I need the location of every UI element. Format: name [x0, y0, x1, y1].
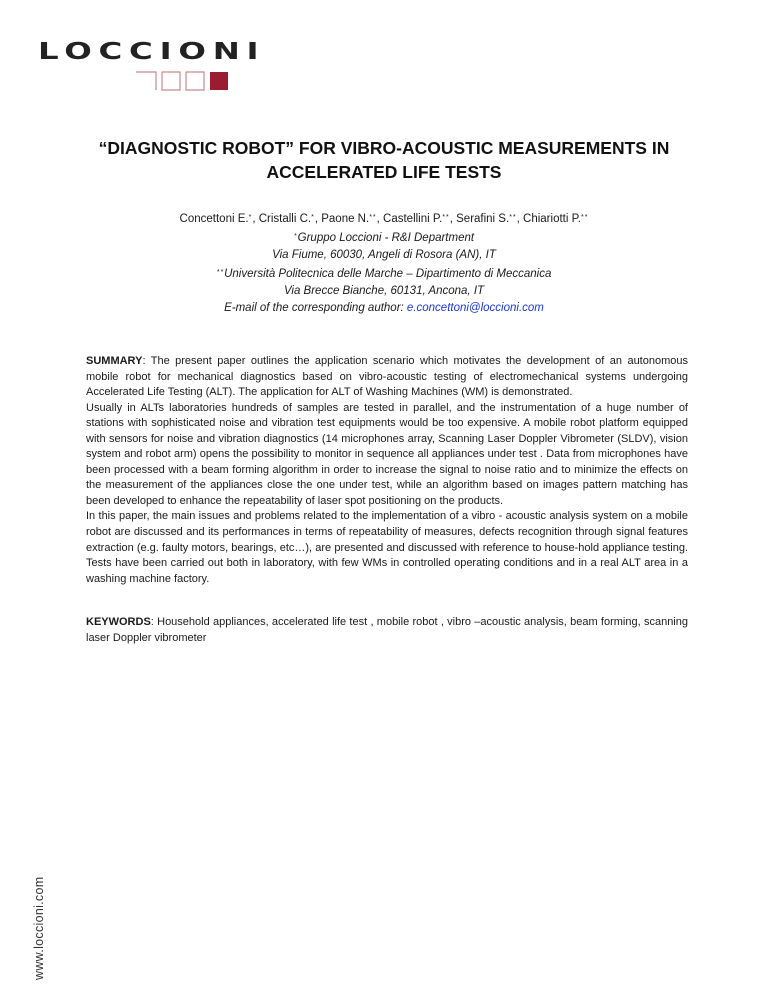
- paper-title: [60, 136, 708, 184]
- summary-paragraph-2: Usually in ALTs laboratories hundreds of samples are tested in parallel, and the instrumentation of a huge number of stations with sophisticated noise and vibration test equipments would be too expensive. A mobile robot platform equipped with sensors for noise and vibration diagnostics (14 microphones array, Scanning Laser Doppler Vibrometer (SLDV), vision system and robot arm) opens the possibility to monitor in sequence all appliances under test . Data from microphones have been processed with a beam forming algorithm in order to increase the signal to noise ratio and to minimize the effects on the measurement of the appliances close the one under test, while an algorithm based on images pattern matching has been developed to enhance the repeatability of laser spot positioning on the products.: [86, 401, 688, 507]
- address-2: Via Brecce Bianche, 60131, Ancona, IT: [283, 285, 485, 297]
- email-link[interactable]: e.concettoni@loccioni.com: [406, 302, 544, 314]
- keywords-section: [86, 615, 688, 646]
- summary-paragraph-1: SUMMARY: The present paper outlines the application scenario which motivates the development of an autonomous mobile robot for mechanical diagnostics based on vibro-acoustic testing of electromechanical systems undergoing Accelerated Life Testing (ALT). The application for ALT of Washing Machines (WM) is demonstrated.: [86, 355, 688, 399]
- affiliation-1: *Gruppo Loccioni - R&I Department: [293, 232, 475, 244]
- summary-label: SUMMARY: [86, 355, 143, 367]
- website-url: www.loccioni.com: [32, 876, 46, 980]
- summary-paragraph-3: In this paper, the main issues and problems related to the implementation of a vibro - acoustic analysis system on a mobile robot are discussed and its performances in terms of repeatability of measures, defects recognition through signal features extraction (e.g. faulty motors, bearings, etc…), are presented and discussed with reference to house-hold appliance testing. Tests have been carried out both in laboratory, with few WMs in controlled operating conditions and in a real ALT area in a washing machine factory.: [86, 510, 688, 585]
- author-block: [60, 209, 708, 317]
- keywords-text: : Household appliances, accelerated life test , mobile robot , vibro –acoustic analysis, beam forming, scanning laser Doppler vibrometer: [86, 616, 688, 644]
- corresponding-author: E-mail of the corresponding author: e.concettoni@loccioni.com: [224, 302, 544, 314]
- loccioni-logo: [38, 38, 266, 94]
- title-line-2: ACCELERATED LIFE TESTS: [266, 162, 502, 182]
- logo-bars-icon: [134, 70, 234, 92]
- address-1: Via Fiume, 60030, Angeli di Rosora (AN), IT: [272, 249, 496, 261]
- keywords-label: KEYWORDS: [86, 616, 151, 628]
- author-list: Concettoni E.*, Cristalli C.*, Paone N.**, Castellini P.**, Serafini S.**, Chiariotti P.**: [179, 213, 589, 225]
- logo-wordmark: LOCCIONI: [38, 38, 266, 65]
- summary-section: [86, 354, 688, 587]
- affiliation-2: **Università Politecnica delle Marche – Dipartimento di Meccanica: [216, 268, 552, 280]
- title-line-1: “DIAGNOSTIC ROBOT” FOR VIBRO-ACOUSTIC MEASUREMENTS IN: [98, 138, 670, 158]
